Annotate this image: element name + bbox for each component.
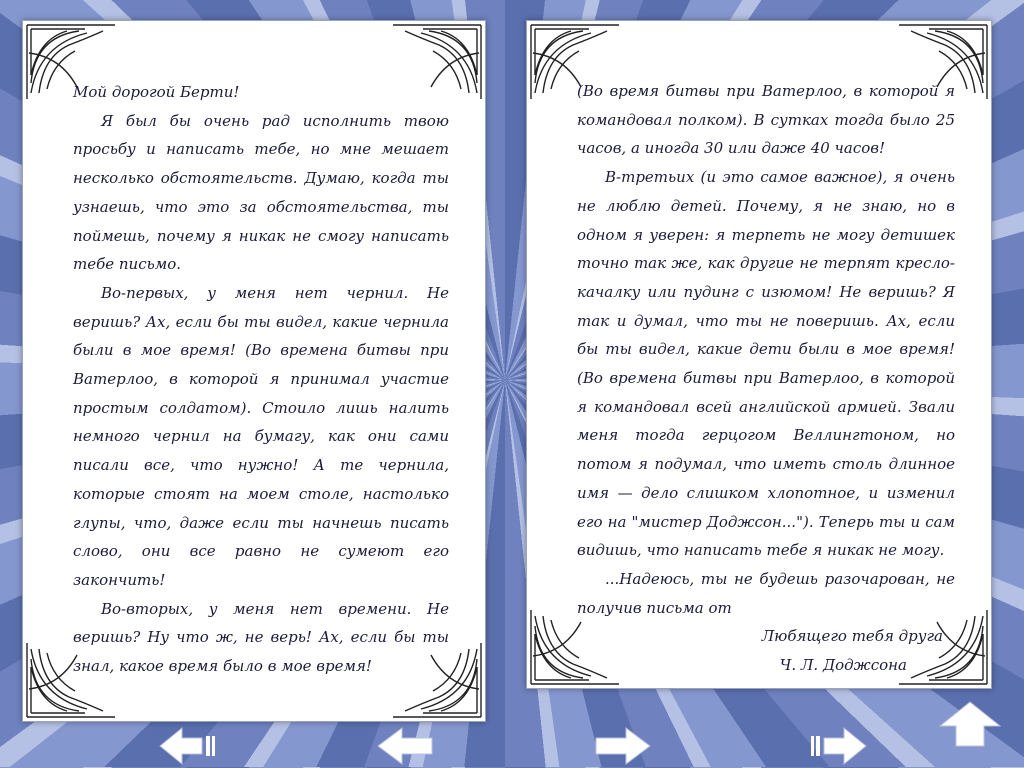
letter-paragraph: Я был бы очень рад исполнить твою просьбу и написать тебе, но мне мешает несколько обстоятельств. Думаю, когда ты узнаешь, что это за обстоятельства, ты поймешь, почему я никак не смогу написать тебе письмо. [73,111,449,274]
letter-signature: Ч. Л. Доджсона [779,656,907,675]
letter-paragraph: Во-первых, у меня нет чернил. Не веришь? Ах, если бы ты видел, какие чернила были в мое время! (Во времена битвы при Ватерлоо, в которой я принимал участие простым солдатом). Стоило лишь налить немного чернил на бумагу, как они сами писали все, что нужно! А те чернила, которые стоят на моем столе, настолько глупы, что, даже если ты начнешь писать слово, они все равно не сумеют его закончить! [73,283,449,589]
letter-text-right [577,77,955,680]
letter-paragraph: В-третьих (и это самое важное), я очень не люблю детей. Почему, я не знаю, но в одном я уверен: я терпеть не могу детишек точно так же, как другие не терпят кресло-качалку или пудинг с изюмом! Не веришь? Я так и думал, что ты не поверишь. Ах, если бы ты видел, какие дети были в мое время! (Во времена битвы при Ватерлоо, в которой я командовал всей английской армией. Звали меня тогда герцогом Веллингтоном, но потом я подумал, что иметь столь длинное имя — дело слишком хлопотное, и изменил его на "мистер Доджсон..."). Теперь ты и сам видишь, что написать тебе я никак не могу. [577,168,955,560]
letter-text-left [73,78,449,681]
letter-page-right [526,20,992,689]
arrow-last-icon[interactable] [808,724,868,768]
letter-page-left [22,20,486,722]
arrow-first-icon[interactable] [158,724,218,768]
arrow-up-icon[interactable] [938,700,1002,748]
letter-greeting: Мой дорогой Берти! [73,83,240,101]
letter-paragraph: ...Надеюсь, ты не будешь разочарован, не получив письма от [577,569,955,617]
arrow-right-icon[interactable] [592,724,652,768]
letter-paragraph: Во-вторых, у меня нет времени. Не веришь? Ну что ж, не верь! Ах, если бы ты знал, какое время было в мое время! [73,599,449,676]
arrow-left-icon[interactable] [376,724,436,768]
letter-closing: Любящего тебя друга [761,627,943,646]
letter-paragraph: (Во время битвы при Ватерлоо, в которой я командовал полком). В сутках тогда было 25 часов, а иногда 30 или даже 40 часов! [577,82,955,158]
